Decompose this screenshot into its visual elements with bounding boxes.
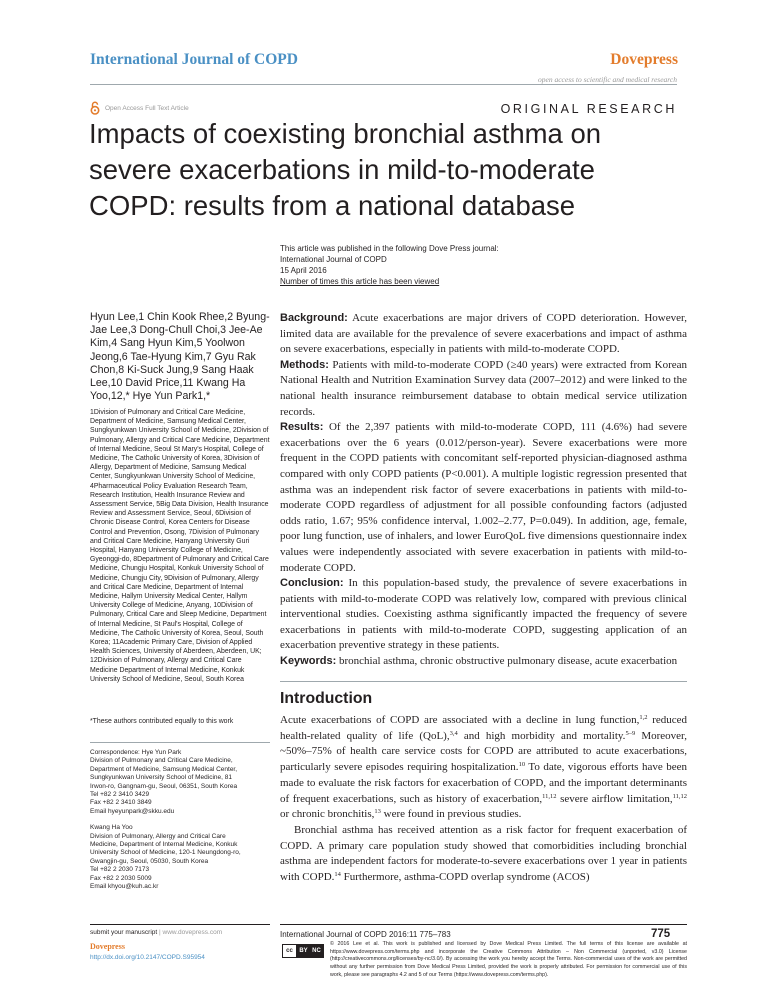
introduction-body [280, 713, 687, 886]
citation-ref[interactable]: 5–9 [625, 729, 636, 737]
abstract-methods: Methods: Patients with mild-to-moderate COPD (≥40 years) were extracted from Korean National Health and Nutrition Examination Survey data (2007–2012) and were linked to the national health insurance reimbursement database to obtain medical service utilization records. [280, 358, 688, 418]
intro-paragraph-2: Bronchial asthma has received attention as a risk factor for frequent exacerbation of COPD. A primary care population study showed that comorbidities including bronchial asthma are independent factors for moderate-to-severe exacerbations over 1 year in patients with COPD.$^{14}$ Furthermore, asthma-COPD overlap syndrome (ACOS) [280, 823, 687, 884]
publication-info [280, 243, 499, 287]
submit-manuscript-link[interactable]: submit your manuscript | www.dovepress.com [90, 929, 223, 936]
citation-ref[interactable]: 11,12 [672, 792, 687, 800]
left-divider [90, 742, 270, 743]
footer-divider-right [280, 924, 687, 925]
nc-icon: NC [312, 948, 321, 954]
abstract-conclusion: Conclusion: In this population-based study, the prevalence of severe exacerbations in patients with mild-to-moderate COPD was relatively low, compared with previous clinical interventional studies. Coexisting asthma significantly impacted the frequency of severe exacerbations in patients with mild-to-moderate COPD, suggesting application of an exacerbation preventive strategy in these patients. [280, 577, 688, 652]
correspondence-block-1: Correspondence: Hye Yun Park Division of Pulmonary and Critical Care Medicine, Department of Medicine, Samsung Medical Center, Sungkyunkwan University School of Medicine, 81 Irwon-ro, Gangnam-gu, Seoul, 06351, South Korea Tel +82 2 3410 3429 Fax +82 2 3410 3849 Email hyeyunpark@skku.edu [90, 749, 238, 815]
author-list: Hyun Lee,1 Chin Kook Rhee,2 Byung-Jae Lee,3 Dong-Chull Choi,3 Jee-Ae Kim,4 Sang Hyun Kim,5 Yoolwon Jeong,6 Tae-Hyung Kim,7 Gyu Rak Chon,8 Ki-Suck Jung,9 Sang Haak Lee,10 David Price,11 Kwang Ha Yoo,12,* Hye Yun Park1,* [90, 311, 270, 403]
abstract-divider [280, 681, 687, 682]
page-number: 775 [651, 928, 671, 940]
citation-ref[interactable]: 13 [374, 808, 381, 816]
introduction-heading: Introduction [280, 690, 373, 707]
abstract-results: Results: Of the 2,397 patients with mild-to-moderate COPD, 111 (4.6%) had severe exacerbations over the 6 years (0.012/person-year). Severe exacerbations were more frequent in the COPD patients with concomitant self-reported physician-diagnosed asthma compared with only COPD patients (P<0.001). A multiple logistic regression presented that asthma was an independent risk factor of severe exacerbations in patients with mild-to-moderate COPD regardless of adjustment for all possible confounding factors (adjusted odds ratio, 1.67; 95% confidence interval, 1.002–2.77, P=0.049). In addition, age, female, poor lung function, use of inhalers, and lower EuroQoL five dimensions questionnaire index values were independently associated with severe exacerbation in patients with mild-to-moderate COPD. [280, 421, 688, 574]
citation-ref[interactable]: 11,12 [542, 792, 557, 800]
pubinfo-journal: International Journal of COPD [280, 255, 387, 264]
cc-icon: cc [283, 945, 297, 957]
footer-divider-left [90, 924, 270, 925]
correspondence-email-1[interactable]: Email hyeyunpark@skku.edu [90, 807, 175, 815]
license-text: © 2016 Lee et al. This work is published and licensed by Dove Medical Press Limited. The full terms of this license are available at https://www.dovepress.com/terms.php and incorporate the Creative Commons Attribution – Non Commercial (unported, v3.0) License (http://creativecommons.org/licenses/by-nc/3.0/). By accessing the work you hereby accept the Terms. Non-commercial uses of the work are permitted without any further permission from Dove Medical Press Limited, provided the work is properly attributed. For permission for commercial use of this work, please see paragraphs 4.2 and 5 of our Terms (https://www.dovepress.com/terms.php). [330, 941, 687, 978]
by-icon: BY [299, 948, 308, 954]
dovepress-logo[interactable]: Dovepress [610, 51, 678, 68]
pubinfo-line-1: This article was published in the following Dove Press journal: [280, 244, 499, 253]
citation-ref[interactable]: 10 [518, 761, 526, 769]
view-count-link[interactable]: Number of times this article has been viewed [280, 277, 440, 286]
journal-citation: International Journal of COPD 2016:11 775–783 [280, 930, 451, 939]
correspondence-email-2[interactable]: Email khyou@kuh.ac.kr [90, 883, 159, 891]
abstract-background: Background: Acute exacerbations are major drivers of COPD deterioration. However, limited data are available for the prevalence of severe exacerbations and impact of asthma on severe exacerbations, especially in patients with mild-to-moderate COPD. [280, 312, 687, 356]
intro-paragraph-1: Acute exacerbations of COPD are associated with a decline in lung function,$^{1,2}$ reduced health-related quality of life (QoL),$^{3,4}$ and high morbidity and mortality.$^{5-9}$ Moreover, ~50%–75% of health care service costs for COPD are attributed to acute exacerbations, particularly severe episodes requiring hospitalization.$^{10}$ To date, vigorous efforts have been made to evaluate the risk factors for exacerbation of COPD, and the important determinants of frequent exacerbations, such as history of exacerbation,$^{11,12}$ severe airflow limitation,$^{11,12}$ or chronic bronchitis,$^{13}$ were found in previous studies. [280, 714, 688, 821]
abstract [280, 311, 687, 670]
affiliations: 1Division of Pulmonary and Critical Care Medicine, Department of Medicine, Samsung Medical Center, Sungkyunkwan University School of Medicine, 2Division of Pulmonary, Allergy and Critical Care Medicine, Department of Internal Medicine, Seoul St Mary's Hospital, College of Medicine, The Catholic University of Korea, 3Division of Allergy, Department of Medicine, Samsung Medical Center, Sungkyunkwan University School of Medicine, 4Pharmaceutical Policy Evaluation Research Team, Research Institution, Health Insurance Review and Assessment Service, 5Big Data Division, Health Insurance Review and Assessment Service, Seoul, 6Division of Chronic Disease Control, Korea Centers for Disease Control and Prevention, Osong, 7Division of Pulmonary and Critical Care Medicine, Hanyang University Guri Hospital, Hanyang University College of Medicine, Gyeonggi-do, 8Department of Pulmonary and Critical Care Medicine, Chungju Hospital, Konkuk University School of Medicine, Chungju City, 9Division of Pulmonary, Allergy and Critical Care Medicine, Department of Internal Medicine, Hallym University Medical Center, Hallym University College of Medicine, Anyang, 10Division of Pulmonary, Critical Care and Sleep Medicine, Department of Internal Medicine, St Paul's Hospital, College of Medicine, The Catholic University of Korea, Seoul, South Korea; 11Academic Primary Care, Division of Applied Health Sciences, University of Aberdeen, Aberdeen, UK; 12Division of Pulmonary, Allergy and Critical Care Medicine Department of Internal Medicine, Konkuk University School of Medicine, Seoul, South Korea [90, 409, 270, 683]
equal-contribution-note: *These authors contributed equally to this work [90, 718, 234, 725]
citation-ref[interactable]: 1,2 [639, 714, 648, 721]
cc-by-nc-license-icon[interactable] [282, 944, 324, 958]
citation-ref[interactable]: 14 [334, 871, 341, 879]
open-access-label: Open Access Full Text Article [105, 104, 189, 112]
correspondence-block-2: Kwang Ha Yoo Division of Pulmonary, Allergy and Critical Care Medicine, Department of Internal Medicine, Konkuk University School of Medicine, 120-1 Neungdong-ro, Gwangjin-gu, Seoul, 05030, South Korea Tel +82 2 2030 7173 Fax +82 2 2030 5009 Email khyou@kuh.ac.kr [90, 824, 241, 891]
article-title: Impacts of coexisting bronchial asthma on severe exacerbations in mild-to-moderate COPD: results from a national database [89, 118, 602, 221]
abstract-keywords: Keywords: bronchial asthma, chronic obstructive pulmonary disease, acute exacerbation [280, 655, 678, 668]
pubinfo-date: 15 April 2016 [280, 266, 327, 275]
brand-tagline: open access to scientific and medical research [538, 75, 677, 84]
citation-ref[interactable]: 3,4 [449, 729, 458, 737]
doi-link[interactable]: http://dx.doi.org/10.2147/COPD.S95954 [90, 954, 205, 961]
footer-brand[interactable]: Dovepress [90, 942, 125, 951]
journal-name[interactable]: International Journal of COPD [90, 51, 298, 68]
open-access-icon [90, 101, 100, 115]
article-type: ORIGINAL RESEARCH [500, 102, 677, 116]
open-access-badge [90, 101, 189, 115]
correspondence [90, 749, 270, 900]
header-divider [90, 84, 677, 85]
